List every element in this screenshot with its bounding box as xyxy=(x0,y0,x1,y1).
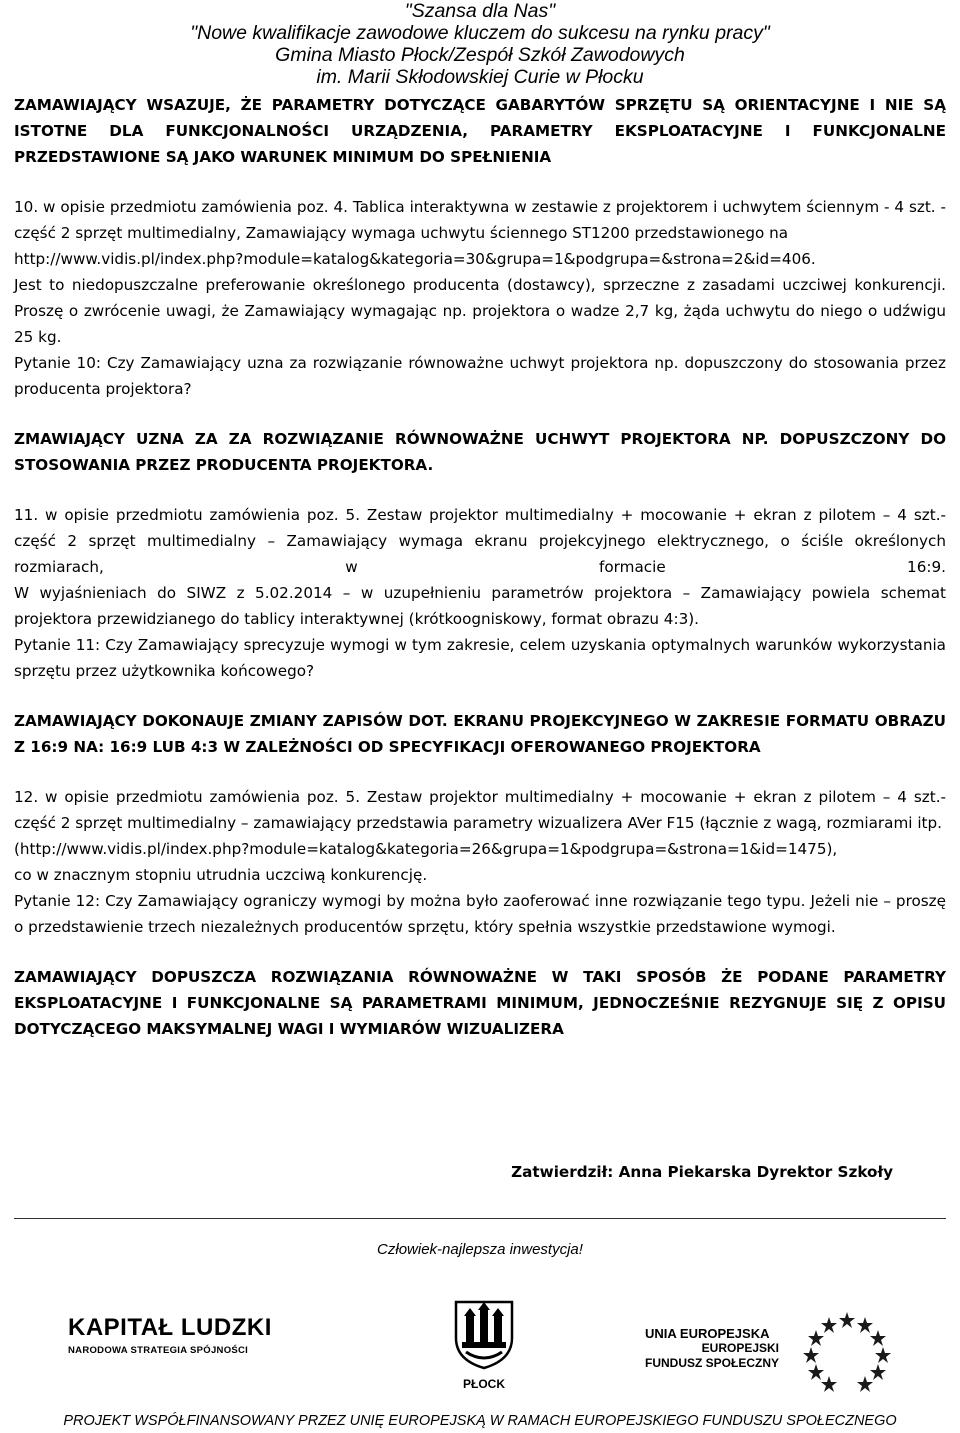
question-11: Pytanie 11: Czy Zamawiający sprecyzuje wymogi w tym zakresie, celem uzyskania optymalnych warunków wykorzystania sprzętu przez użytkownika końcowego? xyxy=(14,636,946,680)
question-12: Pytanie 12: Czy Zamawiający ograniczy wymogi by można było zaoferować inne rozwiązanie tego typu. Jeżeli nie – proszę o przedstawienie trzech niezależnych producentów sprzętu, który spełnia wszystkie przedstawione wymogi. xyxy=(14,892,946,936)
question-10-text-continued: Jest to niedopuszczalne preferowanie określonego producenta (dostawcy), sprzeczne z zasadami uczciwej konkurencji. Proszę o zwrócenie uwagi, że Zamawiający wymagając np. projektora o wadze 2,7 kg, żąda uchwytu do niego o udźwigu 25 kg. xyxy=(14,276,946,346)
question-12-text: 12. w opisie przedmiotu zamówienia poz. 5. Zestaw projektor multimedialny + mocowanie + ekran z pilotem – 4 szt.- część 2 sprzęt multimedialny – zamawiający przedstawia parametry wizualizera AVer F15 (łącznie z wagą, rozmiarami itp. xyxy=(14,788,946,832)
question-11-text: 11. w opisie przedmiotu zamówienia poz. 5. Zestaw projektor multimedialny + mocowanie + ekran z pilotem – 4 szt.- część 2 sprzęt multimedialny – Zamawiający wymaga ekranu projekcyjnego elektrycznego, o ściśle określonych rozmiarach, w formacie 16:9. xyxy=(14,506,946,576)
footer-logos xyxy=(0,1288,960,1398)
eu-line-1: UNIA EUROPEJSKA xyxy=(645,1326,770,1341)
eu-social-fund-text xyxy=(645,1326,779,1371)
eu-line-2: EUROPEJSKI xyxy=(701,1341,780,1355)
question-10-text: 10. w opisie przedmiotu zamówienia poz. 4. Tablica interaktywna w zestawie z projektorem i uchwytem ściennym - 4 szt. - część 2 sprzęt multimedialny, Zamawiający wymaga uchwytu ściennego ST1200 przedstawionego na xyxy=(14,198,946,242)
document-header xyxy=(0,0,960,88)
kapital-ludzki-logo xyxy=(68,1314,272,1356)
footer-cofinancing-note: PROJEKT WSPÓŁFINANSOWANY PRZEZ UNIĘ EUROPEJSKĄ W RAMACH EUROPEJSKIEGO FUNDUSZU SPOŁECZNEGO xyxy=(63,1413,897,1429)
answer-11: ZAMAWIAJĄCY DOKONAUJE ZMIANY ZAPISÓW DOT. EKRANU PROJEKCYJNEGO W ZAKRESIE FORMATU OBRAZU Z 16:9 NA: 16:9 LUB 4:3 W ZALEŻNOŚCI OD SPECYFIKACJI OFEROWANEGO PROJEKTORA xyxy=(14,712,946,756)
header-organization: Gmina Miasto Płock/Zespół Szkół Zawodowych xyxy=(275,44,685,66)
question-11-text-continued: W wyjaśnieniach do SIWZ z 5.02.2014 – w uzupełnieniu parametrów projektora – Zamawiający powiela schemat projektora przewidzianego do tablicy interaktywnej (krótkoogniskowy, format obrazu 4:3). xyxy=(14,584,946,628)
question-12-link: (http://www.vidis.pl/index.php?module=katalog&kategoria=26&grupa=1&podgrupa=&strona=1&id=1475), xyxy=(14,840,838,858)
answer-10: ZMAWIAJĄCY UZNA ZA ZA ROZWIĄZANIE RÓWNOWAŻNE UCHWYT PROJEKTORA NP. DOPUSZCZONY DO STOSOWANIA PRZEZ PRODUCENTA PROJEKTORA. xyxy=(14,430,946,474)
plock-city-name: PŁOCK xyxy=(463,1377,505,1391)
kapital-ludzki-subtitle: NARODOWA STRATEGIA SPÓJNOŚCI xyxy=(68,1345,249,1356)
eu-line-3: FUNDUSZ SPOŁECZNY xyxy=(645,1356,780,1370)
signature-line: Zatwierdził: Anna Piekarska Dyrektor Szkoły xyxy=(511,1163,893,1181)
question-10-link: http://www.vidis.pl/index.php?module=katalog&kategoria=30&grupa=1&podgrupa=&strona=2&id=406. xyxy=(14,250,816,268)
header-project-name: "Szansa dla Nas" xyxy=(404,0,556,22)
intro-statement: ZAMAWIAJĄCY WSAZUJE, ŻE PARAMETRY DOTYCZĄCE GABARYTÓW SPRZĘTU SĄ ORIENTACYJNE I NIE SĄ ISTOTNE DLA FUNKCJONALNOŚCI URZĄDZENIA, PARAMETRY EKSPLOATACYJNE I FUNKCJONALNE PRZEDSTAWIONE SĄ JAKO WARUNEK MINIMUM DO SPEŁNIENIA xyxy=(14,96,946,166)
header-school-patron: im. Marii Skłodowskiej Curie w Płocku xyxy=(316,66,644,88)
footer-motto: Człowiek-najlepsza inwestycja! xyxy=(377,1241,583,1258)
header-project-title: "Nowe kwalifikacje zawodowe kluczem do sukcesu na rynku pracy" xyxy=(190,22,770,44)
plock-crest-icon xyxy=(452,1294,516,1370)
footer-divider xyxy=(14,1218,946,1219)
answer-12: ZAMAWIAJĄCY DOPUSZCZA ROZWIĄZANIA RÓWNOWAŻNE W TAKI SPOSÓB ŻE PODANE PARAMETRY EKSPLOATACYJNE I FUNKCJONALNE SĄ PARAMETRAMI MINIMUM, JEDNOCZEŚNIE REZYGNUJE SIĘ Z OPISU DOTYCZĄCEGO MAKSYMALNEJ WAGI I WYMIARÓW WIZUALIZERA xyxy=(14,968,946,1038)
question-10: Pytanie 10: Czy Zamawiający uzna za rozwiązanie równoważne uchwyt projektora np. dopuszczony do stosowania przez producenta projektora? xyxy=(14,354,946,398)
kapital-ludzki-title: KAPITAŁ LUDZKI xyxy=(68,1314,272,1341)
question-12-text-continued: co w znacznym stopniu utrudnia uczciwą konkurencję. xyxy=(14,866,428,884)
plock-coat-of-arms xyxy=(434,1294,534,1391)
document-body xyxy=(14,92,946,1042)
eu-stars-icon xyxy=(801,1306,893,1394)
